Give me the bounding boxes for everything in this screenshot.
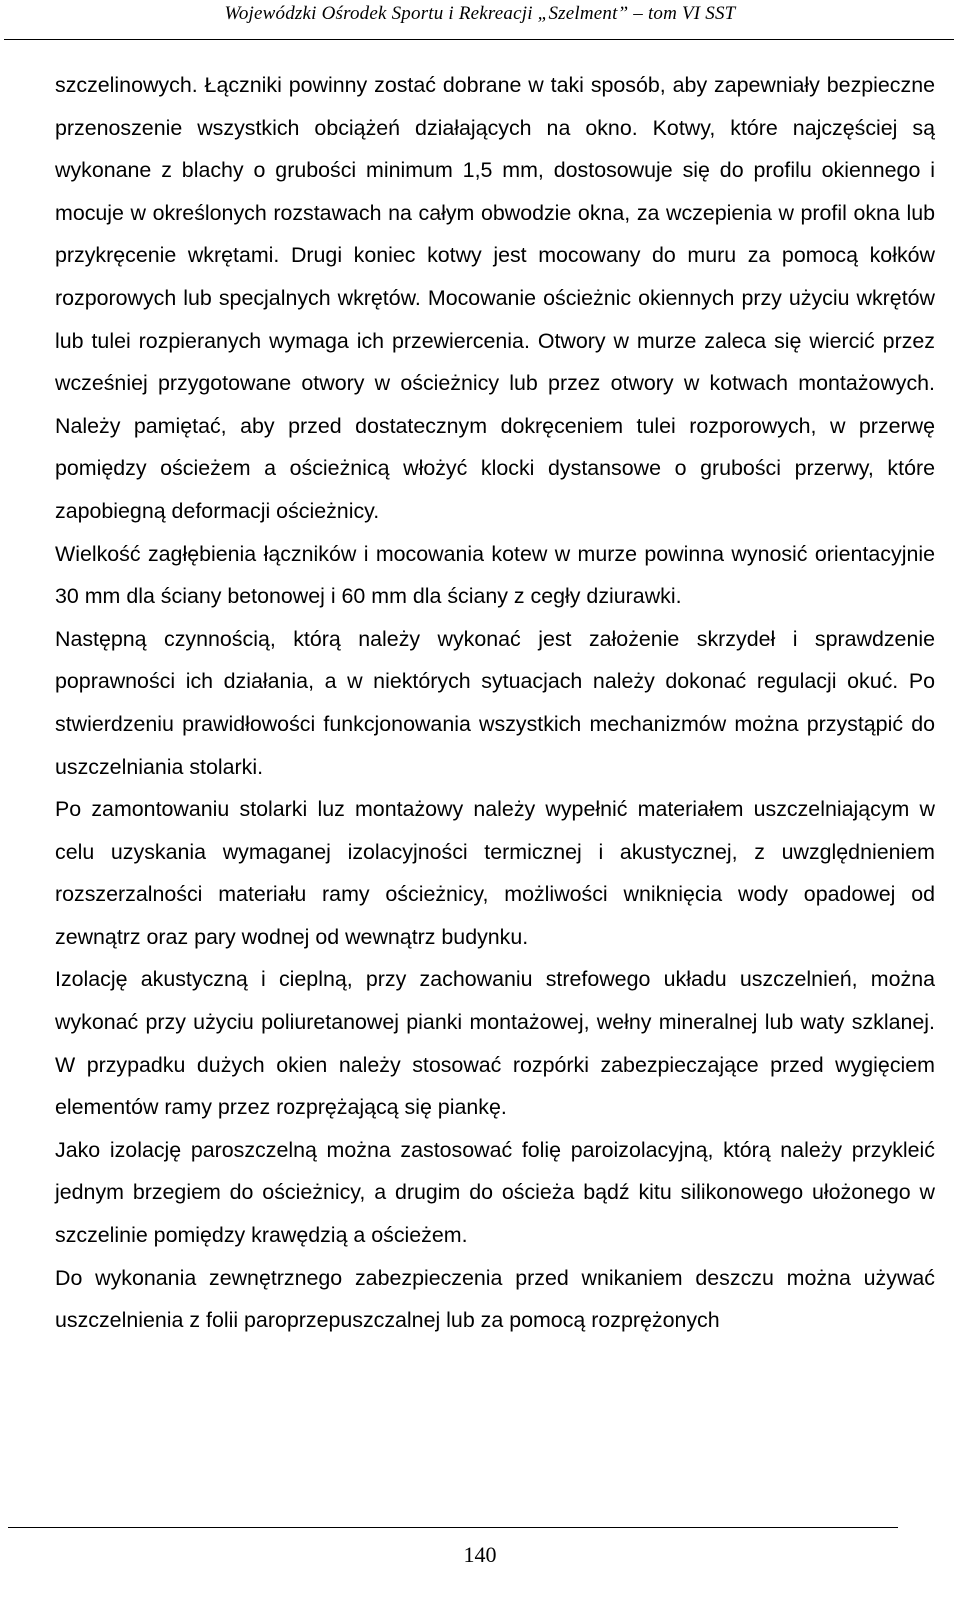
document-body [55,64,935,1342]
paragraph-acoustic-thermal-insulation: Izolację akustyczną i cieplną, przy zachowaniu strefowego układu uszczelnień, można wykonać przy użyciu poliuretanowej pianki montażowej, wełny mineralnej lub waty szklanej. W przypadku dużych okien należy stosować rozpórki zabezpieczające przed wygięciem elementów ramy przez rozprężającą się piankę. [55,967,935,1120]
paragraph-rain-protection: Do wykonania zewnętrznego zabezpieczenia przed wnikaniem deszczu można używać uszczelnienia z folii paroprzepuszczalnej lub za pomocą rozprężonych [55,1265,935,1333]
paragraph-vapor-barrier: Jako izolację paroszczelną można zastosować folię paroizolacyjną, którą należy przykleić jednym brzegiem do ościeżnicy, a drugim do ościeża bądź kitu silikonowego ułożonego w szczelinie pomiędzy krawędzią a ościeżem. [55,1137,935,1248]
footer-divider [8,1527,898,1528]
paragraph-anchoring: szczelinowych. Łączniki powinny zostać dobrane w taki sposób, aby zapewniały bezpieczne przenoszenie wszystkich obciążeń działających na okno. Kotwy, które najczęściej są wykonane z blachy o grubości minimum 1,5 mm, dostosowuje się do profilu okiennego i mocuje w określonych rozstawach na całym obwodzie okna, za wczepienia w profil okna lub przykręcenie wkrętami. Drugi koniec kotwy jest mocowany do muru za pomocą kołków rozporowych lub specjalnych wkrętów. Mocowanie ościeżnic okiennych przy użyciu wkrętów lub tulei rozpieranych wymaga ich przewiercenia. Otwory w murze zaleca się wiercić przez wcześniej przygotowane otwory w ościeżnicy lub przez otwory w kotwach montażowych. Należy pamiętać, aby przed dostatecznym dokręceniem tulei rozporowych, w przerwę pomiędzy ościeżem a ościeżnicą włożyć klocki dystansowe o grubości przerwy, które zapobiegną deformacji ościeżnicy. [55,73,935,523]
page-number: 140 [463,1542,497,1567]
paragraph-embedding-depth: Wielkość zagłębienia łączników i mocowania kotew w murze powinna wynosić orientacyjnie 30 mm dla ściany betonowej i 60 mm dla ściany z cegły dziurawki. [55,541,935,609]
page-header [0,0,960,44]
paragraph-gap-filling: Po zamontowaniu stolarki luz montażowy należy wypełnić materiałem uszczelniającym w celu uzyskania wymaganej izolacyjności termicznej i akustycznej, z uwzględnieniem rozszerzalności materiału ramy ościeżnicy, możliwości wniknięcia wody opadowej od zewnątrz oraz pary wodnej od wewnątrz budynku. [55,797,935,949]
header-title: Wojewódzki Ośrodek Sportu i Rekreacji „Szelment” – tom VI SST [224,3,736,24]
header-divider [4,39,954,40]
paragraph-sash-installation: Następną czynnością, którą należy wykonać jest założenie skrzydeł i sprawdzenie poprawności ich działania, a w niektórych sytuacjach należy dokonać regulacji okuć. Po stwierdzeniu prawidłowości funkcjonowania wszystkich mechanizmów można przystąpić do uszczelniania stolarki. [55,626,935,779]
